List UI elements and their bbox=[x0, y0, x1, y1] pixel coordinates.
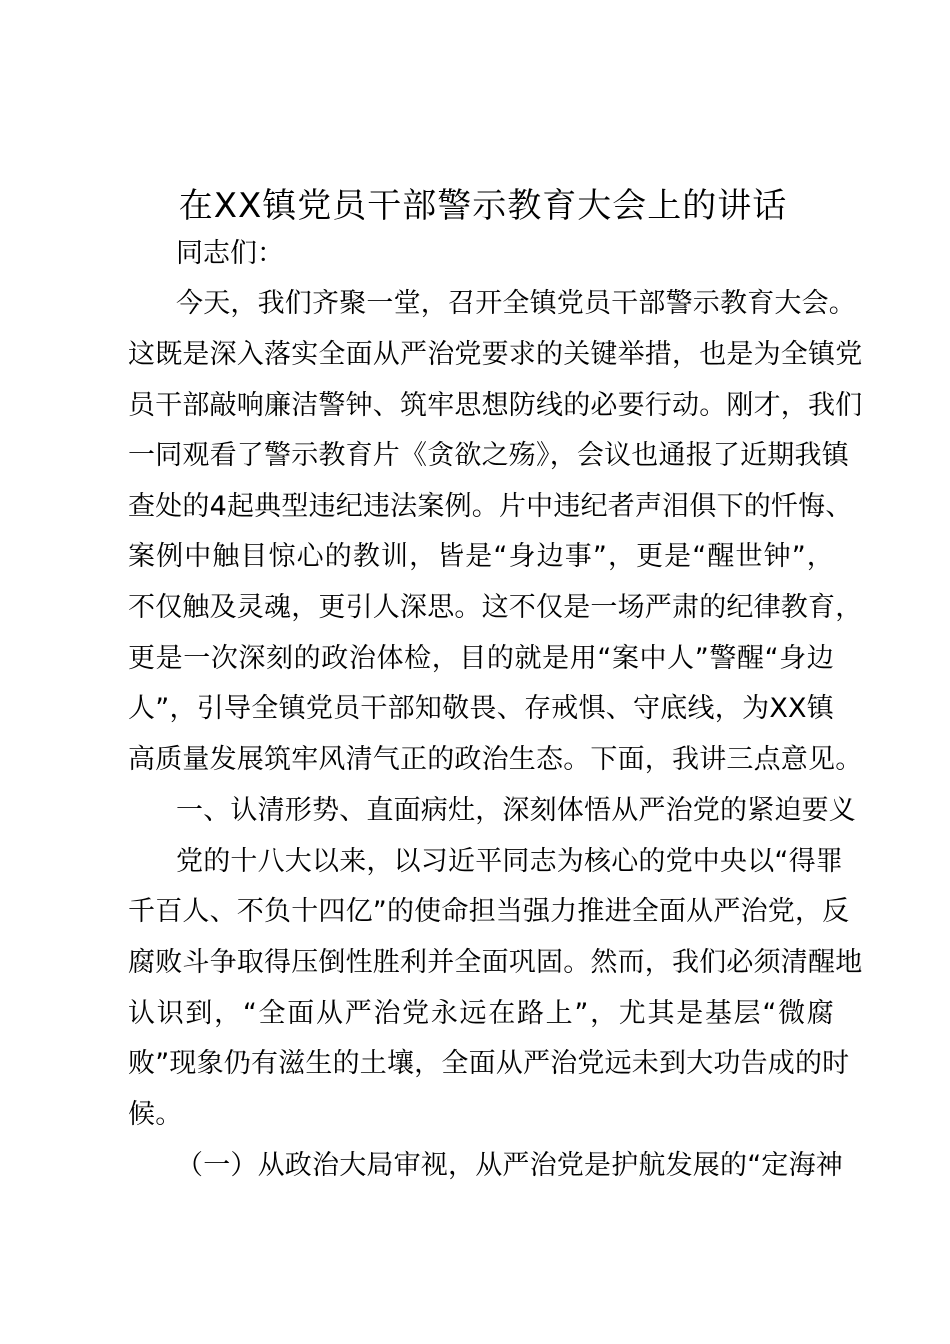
paragraph-line: 人”，引导全镇党员干部知敬畏、存戒惧、守底线，为XX镇 bbox=[128, 693, 834, 724]
paragraph-line: 败”现象仍有滋生的土壤，全面从严治党远未到大功告成的时 bbox=[128, 1048, 850, 1079]
paragraph-line: 今天，我们齐聚一堂，召开全镇党员干部警示教育大会。 bbox=[176, 288, 856, 319]
document-title: 在XX镇党员干部警示教育大会上的讲话 bbox=[178, 186, 788, 226]
paragraph-line: 党的十八大以来，以习近平同志为核心的党中央以“得罪 bbox=[176, 846, 843, 877]
paragraph-line: 候。 bbox=[128, 1099, 183, 1130]
salutation: 同志们： bbox=[176, 238, 284, 269]
paragraph-line: 更是一次深刻的政治体检，目的就是用“案中人”警醒“身边 bbox=[128, 643, 834, 674]
paragraph-line: 千百人、不负十四亿”的使命担当强力推进全面从严治党，反 bbox=[128, 896, 850, 927]
paragraph-line: 腐败斗争取得压倒性胜利并全面巩固。然而，我们必须清醒地 bbox=[128, 947, 863, 978]
paragraph-line: 不仅触及灵魂，更引人深思。这不仅是一场严肃的纪律教育， bbox=[128, 592, 863, 623]
paragraph-line: 这既是深入落实全面从严治党要求的关键举措，也是为全镇党 bbox=[128, 339, 863, 370]
paragraph-line: 案例中触目惊心的教训，皆是“身边事”，更是“醒世钟”， bbox=[128, 541, 834, 572]
paragraph-line: 一同观看了警示教育片《贪欲之殇》，会议也通报了近期我镇 bbox=[128, 440, 849, 471]
paragraph-line: 高质量发展筑牢风清气正的政治生态。下面，我讲三点意见。 bbox=[128, 744, 863, 775]
paragraph-line: 认识到，“全面从严治党永远在路上”，尤其是基层“微腐 bbox=[128, 998, 834, 1029]
section-heading: 一、认清形势、直面病灶，深刻体悟从严治党的紧迫要义 bbox=[176, 795, 856, 826]
subsection-heading: （一）从政治大局审视，从严治党是护航发展的“定海神 bbox=[176, 1150, 843, 1181]
paragraph-line: 员干部敲响廉洁警钟、筑牢思想防线的必要行动。刚才，我们 bbox=[128, 390, 863, 421]
paragraph-line: 查处的4起典型违纪违法案例。片中违纪者声泪俱下的忏悔、 bbox=[128, 491, 853, 522]
